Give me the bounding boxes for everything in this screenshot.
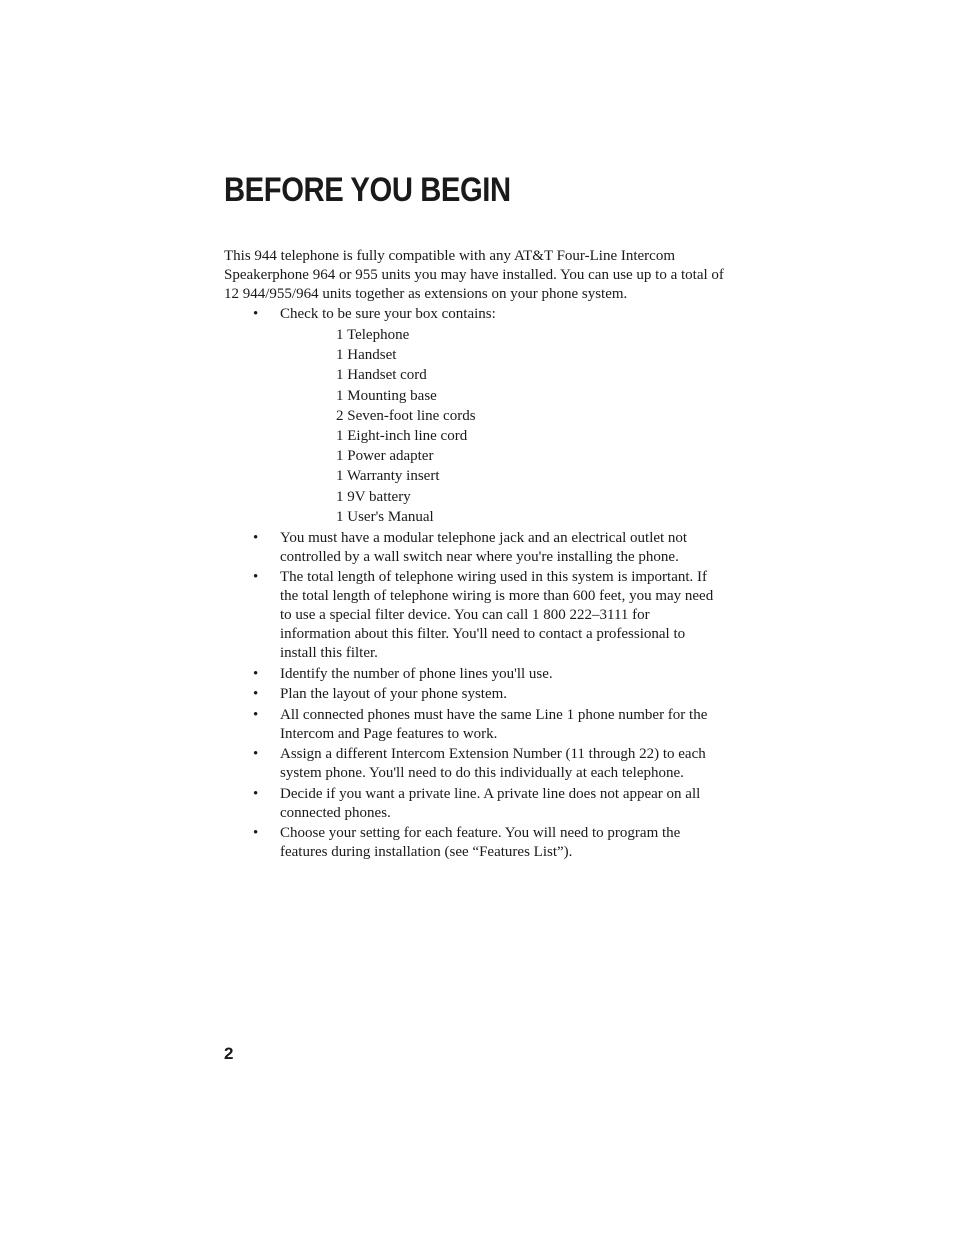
page-title: BEFORE YOU BEGIN [224, 171, 511, 209]
list-item: 1 User's Manual [336, 508, 434, 525]
bullet-list [224, 305, 724, 862]
list-item-box-check [224, 305, 724, 527]
list-item: 1 Warranty insert [336, 468, 440, 485]
list-item: 1 Power adapter [336, 448, 434, 465]
checklist-label: Check to be sure your box contains: [280, 306, 496, 322]
list-item: • You must have a modular telephone jack and an electrical outlet not controlled by a wall switch near where you're installing the phone. [224, 529, 724, 567]
list-item: 2 Seven-foot line cords [336, 407, 476, 424]
list-item: 1 Handset [336, 347, 397, 364]
list-item: 1 Handset cord [336, 367, 427, 384]
list-item: • All connected phones must have the same Line 1 phone number for the Intercom and Page features to work. [224, 706, 724, 744]
list-item: • Assign a different Intercom Extension Number (11 through 22) to each system phone. You'll need to do this individually at each telephone. [224, 745, 724, 783]
list-item: • The total length of telephone wiring used in this system is important. If the total length of telephone wiring is more than 600 feet, you may need to use a special filter device. You can call 1 800 222–3111 for information about this filter. You'll need to contact a professional to install this filter. [224, 568, 724, 663]
list-item: 1 Mounting base [336, 387, 437, 404]
list-item: • Choose your setting for each feature. You will need to program the features during installation (see “Features List”). [224, 824, 724, 862]
intro-paragraph: This 944 telephone is fully compatible with any AT&T Four-Line Intercom Speakerphone 964 or 955 units you may have installed. You can use up to a total of 12 944/955/964 units together as extensions on your phone system. [224, 248, 724, 302]
list-item: 1 Eight-inch line cord [336, 428, 468, 445]
list-item: 1 Telephone [336, 327, 410, 343]
list-item: • Plan the layout of your phone system. [224, 685, 724, 704]
page-number: 2 [224, 1044, 234, 1063]
list-item: • Identify the number of phone lines you'll use. [224, 665, 724, 684]
box-contents-list [280, 325, 724, 527]
list-item: • Decide if you want a private line. A private line does not appear on all connected phones. [224, 785, 724, 823]
document-body [224, 247, 724, 864]
list-item: 1 9V battery [336, 488, 411, 505]
